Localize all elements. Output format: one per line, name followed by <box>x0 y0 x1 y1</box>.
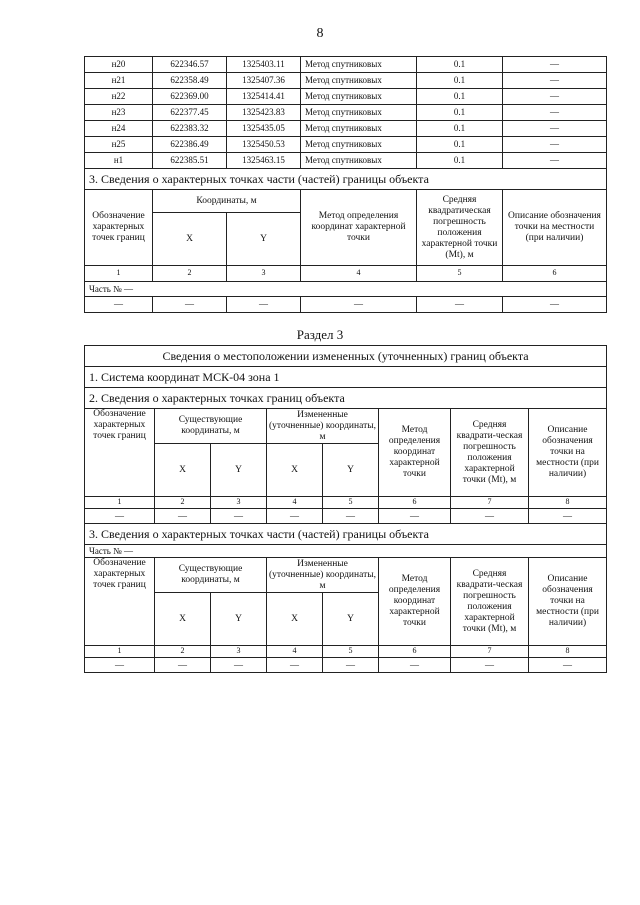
coordinate-system: 1. Система координат МСК-04 зона 1 <box>85 367 607 388</box>
table-cell: 622377.45 <box>153 105 227 121</box>
table2-title: Сведения о местоположении измененных (уточненных) границ объекта <box>85 346 607 367</box>
table-cell: 1325423.83 <box>227 105 301 121</box>
table-cell: 622385.51 <box>153 153 227 169</box>
header-row <box>85 409 607 444</box>
part-label: Часть № — <box>85 545 607 558</box>
table-cell: Метод спутниковых <box>301 105 417 121</box>
table-cell: 622369.00 <box>153 89 227 105</box>
table-row <box>85 153 607 169</box>
table-cell: — <box>503 105 607 121</box>
table-cell: н22 <box>85 89 153 105</box>
header-accuracy: Средняя квадратическая погрешность положения характерной точки (Mt), м <box>417 190 503 266</box>
table-cell: Метод спутниковых <box>301 73 417 89</box>
column-number-row-2: 1 2 3 4 5 6 7 8 <box>85 646 607 658</box>
table-cell: 622358.49 <box>153 73 227 89</box>
table-cell: — <box>503 137 607 153</box>
table-cell: н21 <box>85 73 153 89</box>
table-cell: н24 <box>85 121 153 137</box>
column-number-row: 1 2 3 4 5 6 7 8 <box>85 497 607 509</box>
table-cell: 1325435.05 <box>227 121 301 137</box>
table-cell: 0.1 <box>417 105 503 121</box>
table-cell: 0.1 <box>417 153 503 169</box>
header-row-2: Обозначение характерных точек границ Существующие координаты, м Измененные (уточненные) координаты, м Метод определения координат характерной точки Средняя квадрати-ческая погрешность положения характерной точки (Mt), м Описание обозначения точки на местности (при наличии) <box>85 558 607 593</box>
table-cell: 622383.32 <box>153 121 227 137</box>
table-row <box>85 89 607 105</box>
table-cell: 1325407.36 <box>227 73 301 89</box>
table-cell: н23 <box>85 105 153 121</box>
changed-borders-table: Сведения о местоположении измененных (уточненных) границ объекта 1. Система координат МСК-04 зона 1 2. Сведения о характерных точках границ объекта Обозначение характерных точек границ Существующие координаты, м Измененные (уточненные) координаты, м Метод определения координат характерной точки Средняя квадрати-ческая погрешность положения характерной точки (Mt), м Описание обозначения точки на местности (при наличии) X Y X Y 1 2 3 4 5 6 7 8 — — — — — — — — 3. Сведения о характерных точках части (частей) границы объекта Часть № — Обозначение характерных точек границ Существующие координаты, м Измененные (уточненные) координаты, м Метод определения координат характерной точки Средняя квадрати-ческая погрешность положения характерной точки (Mt), м Описание обозначения точки на местности (при наличии) X Y X Y 1 2 3 4 5 6 7 8 — — — — — — — — <box>84 345 607 673</box>
table-cell: Метод спутниковых <box>301 121 417 137</box>
header-existing: Существующие координаты, м <box>155 409 267 444</box>
header-method: Метод определения координат характерной точки <box>379 409 451 497</box>
empty-data-row: — — — — — — — — <box>85 509 607 524</box>
table-row <box>85 73 607 89</box>
table-cell: 0.1 <box>417 89 503 105</box>
header-method: Метод определения координат характерной точки <box>301 190 417 266</box>
table-cell: 0.1 <box>417 73 503 89</box>
table-cell: — <box>503 153 607 169</box>
table-cell: Метод спутниковых <box>301 153 417 169</box>
table-cell: н25 <box>85 137 153 153</box>
table-cell: — <box>503 73 607 89</box>
header-changed: Измененные (уточненные) координаты, м <box>267 409 379 444</box>
header-x: X <box>153 213 227 266</box>
table-cell: — <box>503 89 607 105</box>
table-cell: 1325450.53 <box>227 137 301 153</box>
coordinates-table-section2 <box>84 56 607 313</box>
table-cell: Метод спутниковых <box>301 57 417 73</box>
header-coords: Координаты, м <box>153 190 301 213</box>
table-cell: 0.1 <box>417 137 503 153</box>
table-cell: — <box>503 121 607 137</box>
table-cell: 0.1 <box>417 121 503 137</box>
table-cell: 1325463.15 <box>227 153 301 169</box>
table-row <box>85 105 607 121</box>
empty-data-row-2: — — — — — — — — <box>85 658 607 673</box>
table-row <box>85 57 607 73</box>
empty-data-row: — — — — — — <box>85 297 607 313</box>
part-row: Часть № — <box>85 282 607 297</box>
header-description: Описание обозначения точки на местности (при наличии) <box>529 409 607 497</box>
table-cell: н1 <box>85 153 153 169</box>
section3-title: 3. Сведения о характерных точках части (частей) границы объекта <box>85 524 607 545</box>
header-designation: Обозначение характерных точек границ <box>85 190 153 266</box>
header-description: Описание обозначения точки на местности (при наличии) <box>503 190 607 266</box>
column-number-row: 1 2 3 4 5 6 <box>85 266 607 282</box>
header-y: Y <box>227 213 301 266</box>
header-row <box>85 190 607 213</box>
table-row <box>85 137 607 153</box>
table-cell: 622346.57 <box>153 57 227 73</box>
table-cell: — <box>503 57 607 73</box>
table-row <box>85 121 607 137</box>
table-cell: Метод спутниковых <box>301 137 417 153</box>
section-heading: Раздел 3 <box>296 327 344 342</box>
table-cell: н20 <box>85 57 153 73</box>
table-cell: Метод спутниковых <box>301 89 417 105</box>
table-cell: 0.1 <box>417 57 503 73</box>
table-cell: 1325414.41 <box>227 89 301 105</box>
page-number: 8 <box>316 26 324 41</box>
header-accuracy: Средняя квадрати-ческая погрешность положения характерной точки (Mt), м <box>451 409 529 497</box>
table-cell: 1325403.11 <box>227 57 301 73</box>
table-cell: 622386.49 <box>153 137 227 153</box>
section2-title: 2. Сведения о характерных точках границ объекта <box>85 388 607 409</box>
header-designation: Обозначение характерных точек границ <box>85 409 155 497</box>
section3-title-row: 3. Сведения о характерных точках части (частей) границы объекта <box>85 169 607 190</box>
